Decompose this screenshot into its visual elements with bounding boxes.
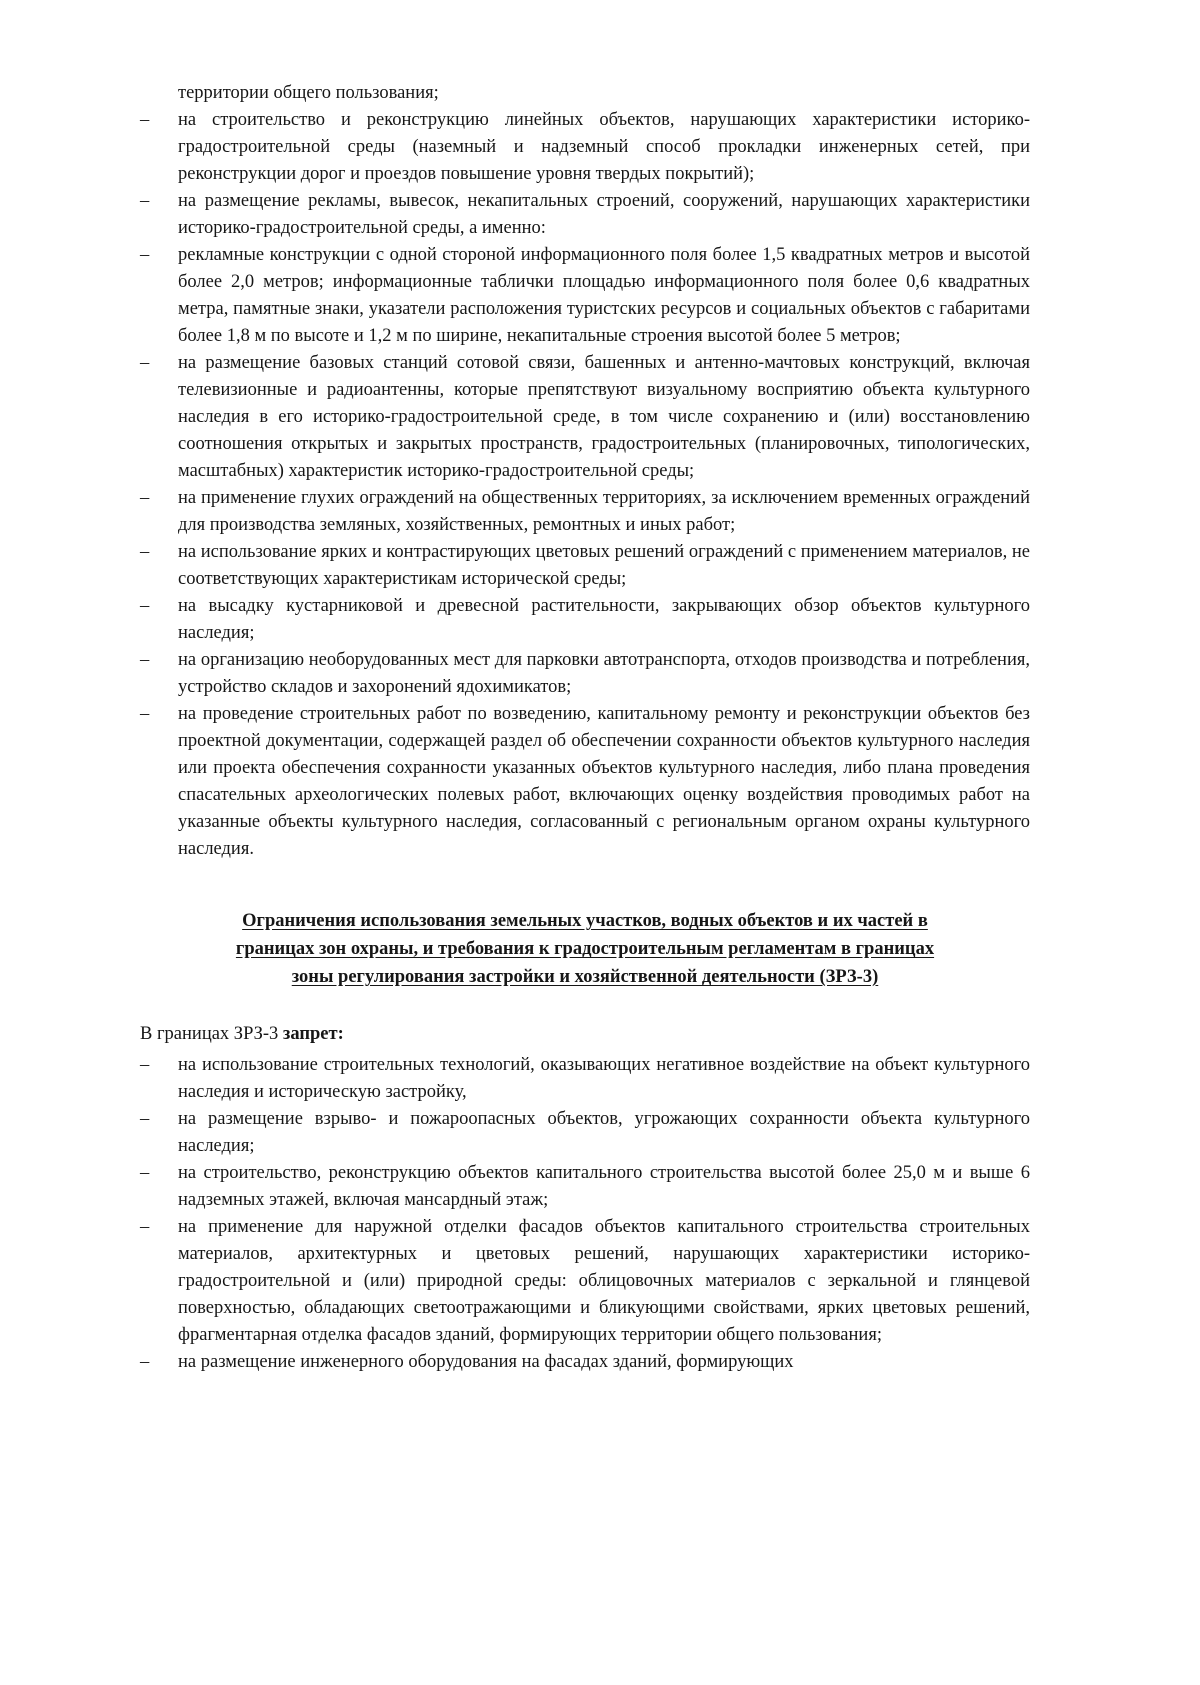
list-item-text: на организацию необорудованных мест для парковки автотранспорта, отходов производства и потребления, устройство складов и захоронений ядохимикатов; xyxy=(178,650,1030,697)
restrictions-list xyxy=(140,107,1030,863)
dash-marker: – xyxy=(140,1163,150,1183)
section-heading-line: Ограничения использования земельных участков, водных объектов и их частей в xyxy=(242,911,928,931)
list-item xyxy=(140,485,1030,539)
list-item xyxy=(140,107,1030,188)
zrz3-list xyxy=(140,1052,1030,1376)
list-item xyxy=(140,188,1030,242)
list-item-text: на размещение инженерного оборудования на фасадах зданий, формирующих xyxy=(178,1352,794,1372)
list-item-text: на применение глухих ограждений на общественных территориях, за исключением временных ограждений для производства земляных, хозяйственных, ремонтных и иных работ; xyxy=(178,488,1030,535)
list-item-text: на размещение базовых станций сотовой связи, башенных и антенно-мачтовых конструкций, включая телевизионные и радиоантенны, которые препятствуют визуальному восприятию объекта культурного наследия в его историко-градостроительной среде, в том числе сохранению и (или) восстановлению соотношения открытых и закрытых пространств, градостроительных (планировочных, типологических, масштабных) характеристик историко-градостроительной среды; xyxy=(178,353,1030,481)
list-item-text: на применение для наружной отделки фасадов объектов капитального строительства строительных материалов, архитектурных и цветовых решений, нарушающих характеристики историко-градостроительной и (или) природной среды: облицовочных материалов с зеркальной и глянцевой поверхностью, обладающих светоотражающими и бликующими свойствами, ярких цветовых решений, фрагментарная отделка фасадов зданий, формирующих территории общего пользования; xyxy=(178,1217,1030,1345)
list-item xyxy=(140,242,1030,350)
list-item-text: на размещение рекламы, вывесок, некапитальных строений, сооружений, нарушающих характеристики историко-градостроительной среды, а именно: xyxy=(178,191,1030,238)
zrz3-intro-regular: В границах ЗРЗ-3 xyxy=(140,1024,283,1044)
dash-marker: – xyxy=(140,1217,150,1237)
dash-marker: – xyxy=(140,1055,150,1075)
list-item xyxy=(140,1214,1030,1349)
dash-marker: – xyxy=(140,650,150,670)
dash-marker: – xyxy=(140,542,150,562)
section-heading xyxy=(140,907,1030,991)
list-item-text: на использование строительных технологий, оказывающих негативное воздействие на объект культурного наследия и историческую застройку, xyxy=(178,1055,1030,1102)
dash-marker: – xyxy=(140,191,150,211)
list-item-text: на использование ярких и контрастирующих цветовых решений ограждений с применением материалов, не соответствующих характеристикам исторической среды; xyxy=(178,542,1030,589)
paragraph-continuation: территории общего пользования; xyxy=(178,83,439,103)
list-item-text: на высадку кустарниковой и древесной растительности, закрывающих обзор объектов культурного наследия; xyxy=(178,596,1030,643)
dash-marker: – xyxy=(140,1109,150,1129)
dash-marker: – xyxy=(140,704,150,724)
list-item-text: на строительство и реконструкцию линейных объектов, нарушающих характеристики историко-градостроительной среды (наземный и надземный способ прокладки инженерных сетей, при реконструкции дорог и проездов повышение уровня твердых покрытий); xyxy=(178,110,1030,184)
list-item xyxy=(140,647,1030,701)
list-item xyxy=(140,701,1030,863)
list-item xyxy=(140,1106,1030,1160)
list-item xyxy=(140,1349,1030,1376)
section-heading-line: зоны регулирования застройки и хозяйственной деятельности (ЗРЗ-3) xyxy=(291,967,879,987)
list-item xyxy=(140,1052,1030,1106)
list-item xyxy=(140,539,1030,593)
dash-marker: – xyxy=(140,1352,150,1372)
dash-marker: – xyxy=(140,110,150,130)
zrz3-intro xyxy=(140,1021,1030,1048)
dash-marker: – xyxy=(140,596,150,616)
list-item-text: на строительство, реконструкцию объектов капитального строительства высотой более 25,0 м и выше 6 надземных этажей, включая мансардный этаж; xyxy=(178,1163,1030,1210)
list-item xyxy=(140,350,1030,485)
dash-marker: – xyxy=(140,353,150,373)
dash-marker: – xyxy=(140,245,150,265)
list-item xyxy=(140,1160,1030,1214)
list-item-text: рекламные конструкции с одной стороной информационного поля более 1,5 квадратных метров и высотой более 2,0 метров; информационные таблички площадью информационного поля более 0,6 квадратных метра, памятные знаки, указатели расположения туристских ресурсов и социальных объектов с габаритами более 1,8 м по высоте и 1,2 м по ширине, некапитальные строения высотой более 5 метров; xyxy=(178,245,1030,346)
section-heading-line: границах зон охраны, и требования к градостроительным регламентам в границах xyxy=(235,939,935,959)
dash-marker: – xyxy=(140,488,150,508)
zrz3-intro-bold: запрет: xyxy=(282,1024,344,1044)
list-item-text: на проведение строительных работ по возведению, капитальному ремонту и реконструкции объектов без проектной документации, содержащей раздел об обеспечении сохранности объектов культурного наследия или проекта обеспечения сохранности указанных объектов культурного наследия, либо плана проведения спасательных археологических полевых работ, включающих оценку воздействия проводимых работ на указанные объекты культурного наследия, согласованный с региональным органом охраны культурного наследия. xyxy=(178,704,1030,859)
list-item xyxy=(140,593,1030,647)
list-item-text: на размещение взрыво- и пожароопасных объектов, угрожающих сохранности объекта культурного наследия; xyxy=(178,1109,1030,1156)
